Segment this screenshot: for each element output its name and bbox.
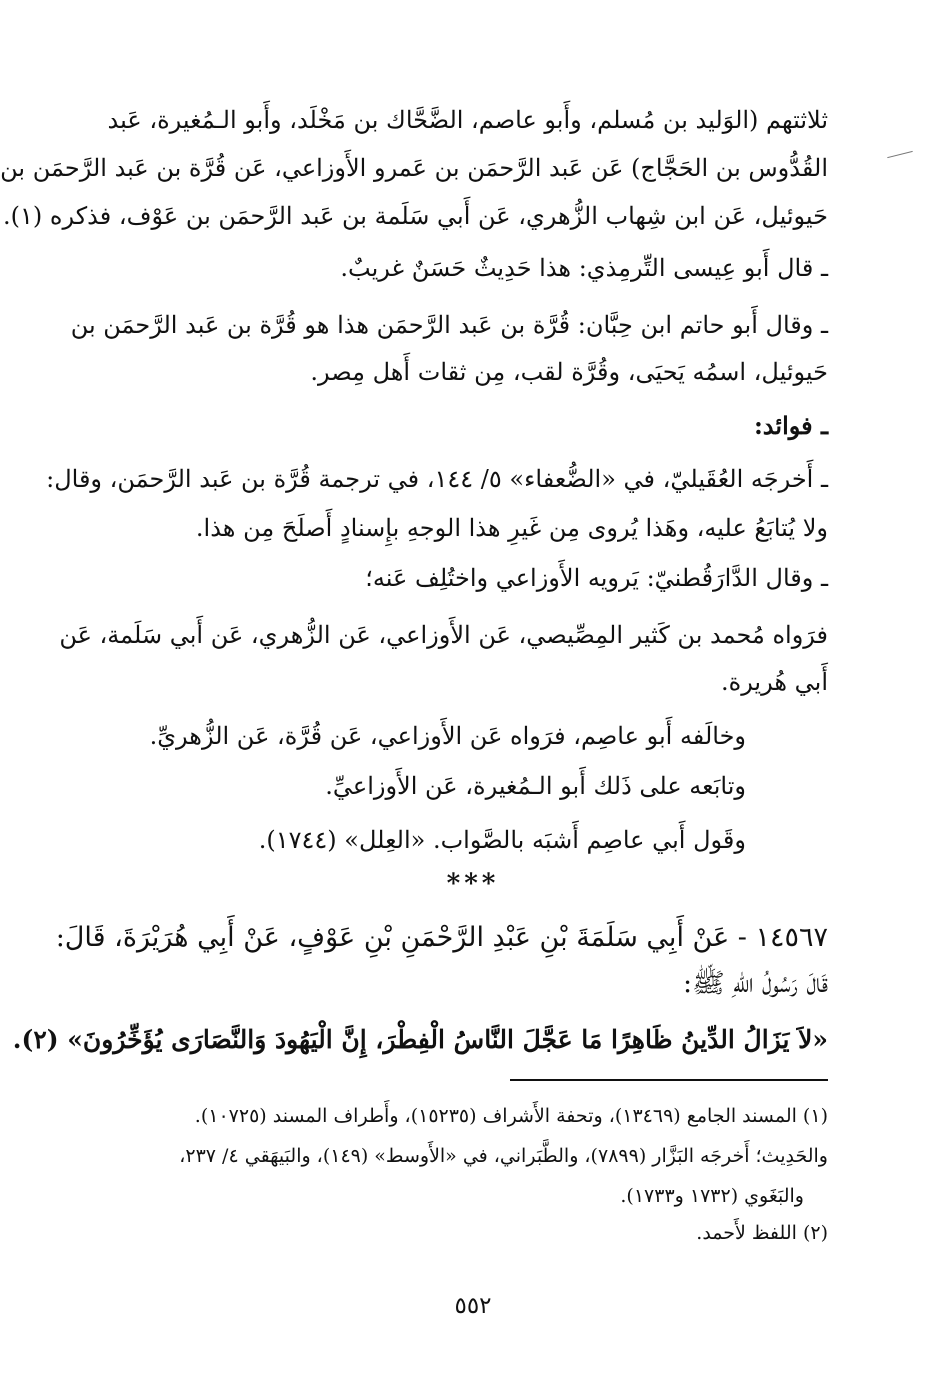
- page-number: ٥٥٢: [454, 1293, 492, 1319]
- footnote-line: والبَغَوي (١٧٣٢ و١٧٣٣).: [620, 1185, 804, 1207]
- margin-mark: [887, 151, 912, 158]
- text-line: ـ وقال الدَّارَقُطنيّ: يَرويه الأَوزاعي واختُلِف عَنه؛: [365, 564, 828, 592]
- text-line: وخالَفه أَبو عاصِم، فرَواه عَن الأَوزاعي، عَن قُرَّة، عَن الزُّهريِّ.: [149, 722, 746, 750]
- text-line: ثلاثتهم (الوَليد بن مُسلم، وأَبو عاصم، الضَّحَّاك بن مَخْلَد، وأَبو الـمُغيرة، عَبد: [107, 106, 828, 134]
- text-line: القُدُّوس بن الحَجَّاج) عَن عَبد الرَّحمَن بن عَمرو الأَوزاعي، عَن قُرَّة بن عَبد الرَّحمَن بن: [0, 154, 828, 182]
- footnote-rule: [510, 1079, 828, 1081]
- text-line: ـ أَخرجَه العُقَيليّ، في «الضُّعفاء» ٥/ ١٤٤، في ترجمة قُرَّة بن عَبد الرَّحمَن، وقال:: [46, 465, 828, 493]
- section-heading: ـ فوائد:: [753, 411, 828, 440]
- text-line: وقَول أَبي عاصِم أَشبَه بالصَّواب. «العِلل» (١٧٤٤).: [258, 826, 746, 854]
- footnote-line: (٢) اللفظ لأَحمد.: [696, 1222, 828, 1244]
- text-line: ولا يُتابَعُ عليه، وهَذا يُروى مِن غَيرِ هذا الوجهِ بإِسنادٍ أَصلَحَ مِن هذا.: [195, 514, 828, 542]
- text-line: أَبي هُريرة.: [720, 668, 828, 696]
- hadith-heading: ١٤٥٦٧ - عَنْ أَبِي سَلَمَةَ بْنِ عَبْدِ الرَّحْمَنِ بْنِ عَوْفٍ، عَنْ أَبِي هُرَيْرَةَ، قَالَ:: [55, 922, 828, 953]
- text-line: حَيوئيل، اسمُه يَحيَى، وقُرَّة لقب، مِن ثقات أَهل مِصر.: [310, 358, 828, 386]
- text-line: وتابَعه على ذَلك أَبو الـمُغيرة، عَن الأَوزاعيِّ.: [325, 772, 746, 800]
- hadith-intro: قَالَ رَسُولُ اللهِ ﷺ:: [682, 968, 828, 999]
- hadith-text: «لاَ يَزَالُ الدِّينُ ظَاهِرًا مَا عَجَّلَ النَّاسُ الْفِطْرَ، إِنَّ الْيَهُودَ وَالنَّصَارَى يُؤَخِّرُونَ» (٢).: [12, 1025, 828, 1054]
- footnote-line: والحَدِيث؛ أَخرجَه البَزَّار (٧٨٩٩)، والطَّبَراني، في «الأَوسط» (١٤٩)، والبَيهَقي ٤/ ٢٣٧،: [179, 1145, 828, 1167]
- separator-stars: ***: [446, 869, 500, 899]
- text-line: فرَواه مُحمد بن كَثير المِصِّيصي، عَن الأَوزاعي، عَن الزُّهري، عَن أَبي سَلَمة، عَن: [59, 621, 828, 649]
- footnote-line: (١) المسند الجامع (١٣٤٦٩)، وتحفة الأَشراف (١٥٢٣٥)، وأَطراف المسند (١٠٧٢٥).: [194, 1105, 828, 1127]
- text-line: ـ وقال أَبو حاتم ابن حِبَّان: قُرَّة بن عَبد الرَّحمَن هذا هو قُرَّة بن عَبد الرَّحمَن بن: [70, 311, 828, 339]
- text-line: حَيوئيل، عَن ابن شِهاب الزُّهري، عَن أَبي سَلَمة بن عَبد الرَّحمَن بن عَوْف، فذكره (١).: [3, 202, 828, 230]
- text-line: ـ قال أَبو عِيسى التِّرمِذي: هذا حَدِيثٌ حَسَنٌ غريبٌ.: [340, 254, 828, 282]
